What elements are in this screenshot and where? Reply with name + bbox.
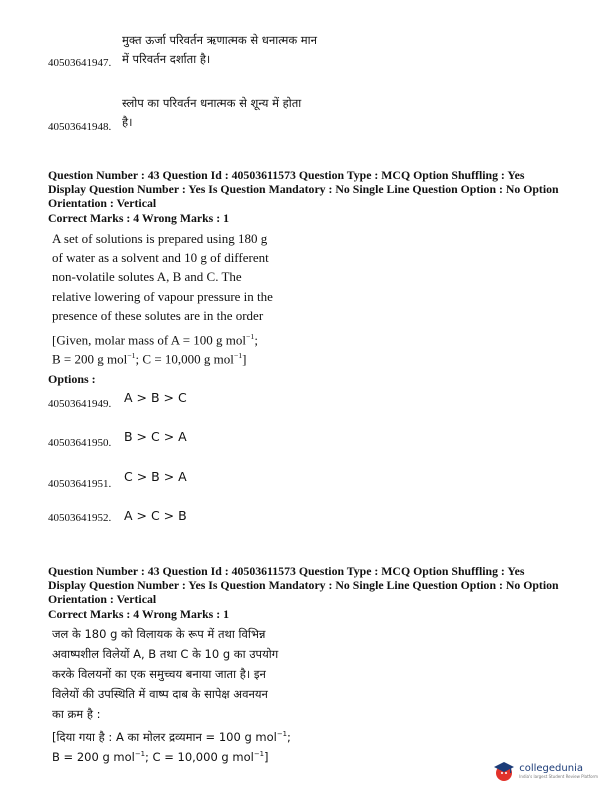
question-text-line: A set of solutions is prepared using 180 g xyxy=(52,231,268,246)
prev-option-id: 40503641948. xyxy=(48,121,112,133)
question-text-line: विलेयों की उपस्थिति में वाष्प दाब के सापेक्ष अवनयन xyxy=(52,687,268,701)
given-data-line xyxy=(52,346,247,369)
given-text: ] xyxy=(242,351,247,367)
superscript: −1 xyxy=(233,351,243,360)
question-header-line: Display Question Number : Yes Is Question Mandatory : No Single Line Question Option : No Option xyxy=(48,578,559,592)
given-text: ; xyxy=(287,729,291,744)
superscript: −1 xyxy=(127,351,136,360)
option-id: 40503641950. xyxy=(48,437,112,449)
question-text-line: relative lowering of vapour pressure in the xyxy=(52,289,273,304)
question-text-line: of water as a solvent and 10 g of different xyxy=(52,250,269,265)
graduation-cap-icon xyxy=(493,760,515,782)
question-text-line: presence of these solutes are in the order xyxy=(52,308,264,323)
prev-option-id: 40503641947. xyxy=(48,57,112,69)
superscript: −1 xyxy=(246,332,255,341)
given-text: [Given, molar mass of A = 100 g mol xyxy=(52,332,247,348)
question-header-line: Orientation : Vertical xyxy=(48,592,157,606)
given-text: ] xyxy=(263,749,269,764)
option-text[interactable]: B > C > A xyxy=(124,429,187,444)
question-marks: Correct Marks : 4 Wrong Marks : 1 xyxy=(48,211,229,225)
prev-option-text-line: है। xyxy=(122,115,133,129)
superscript: −1 xyxy=(276,730,288,738)
options-label: Options : xyxy=(48,372,96,386)
option-id: 40503641949. xyxy=(48,398,112,410)
option-text[interactable]: A > C > B xyxy=(124,508,187,523)
question-text-line: करके विलयनों का एक समुच्चय बनाया जाता है। इन xyxy=(52,667,266,681)
prev-option-text-line: स्लोप का परिवर्तन धनात्मक से शून्य में होता xyxy=(122,96,302,110)
prev-option-text-line: में परिवर्तन दर्शाता है। xyxy=(122,52,211,66)
option-id: 40503641952. xyxy=(48,512,112,524)
question-header-line: Question Number : 43 Question Id : 40503611573 Question Type : MCQ Option Shuffling : Yes xyxy=(48,168,525,182)
given-text: B = 200 g mol xyxy=(52,749,135,764)
given-text: [दिया गया है : A का मोलर द्रव्यमान = 100 g mol xyxy=(52,729,277,744)
question-header-line: Question Number : 43 Question Id : 40503611573 Question Type : MCQ Option Shuffling : Yes xyxy=(48,564,525,578)
given-data-line xyxy=(52,744,268,767)
question-header-line: Display Question Number : Yes Is Question Mandatory : No Single Line Question Option : No Option xyxy=(48,182,559,196)
question-marks: Correct Marks : 4 Wrong Marks : 1 xyxy=(48,607,229,621)
given-text: ; C = 10,000 g mol xyxy=(145,749,254,764)
option-text[interactable]: A > B > C xyxy=(124,390,187,405)
question-text-line: अवाष्पशील विलेयों A, B तथा C के 10 g का उपयोग xyxy=(52,647,279,661)
collegedunia-logo[interactable] xyxy=(493,760,598,782)
logo-name: collegedunia xyxy=(519,763,583,774)
question-text-line: non-volatile solutes A, B and C. The xyxy=(52,269,242,284)
given-text: ; xyxy=(254,332,258,348)
given-text: ; C = 10,000 g mol xyxy=(135,351,234,367)
option-text[interactable]: C > B > A xyxy=(124,469,187,484)
question-header-line: Orientation : Vertical xyxy=(48,196,157,210)
question-text-line: जल के 180 g को विलायक के रूप में तथा विभिन्न xyxy=(52,627,266,641)
superscript: −1 xyxy=(134,750,146,758)
prev-option-text-line: मुक्त ऊर्जा परिवर्तन ऋणात्मक से धनात्मक मान xyxy=(122,33,318,47)
logo-tagline: India's largest Student Review Platform xyxy=(519,774,598,779)
given-text: B = 200 g mol xyxy=(52,351,128,367)
question-text-line: का क्रम है : xyxy=(52,707,101,721)
option-id: 40503641951. xyxy=(48,478,112,490)
superscript: −1 xyxy=(253,750,264,758)
